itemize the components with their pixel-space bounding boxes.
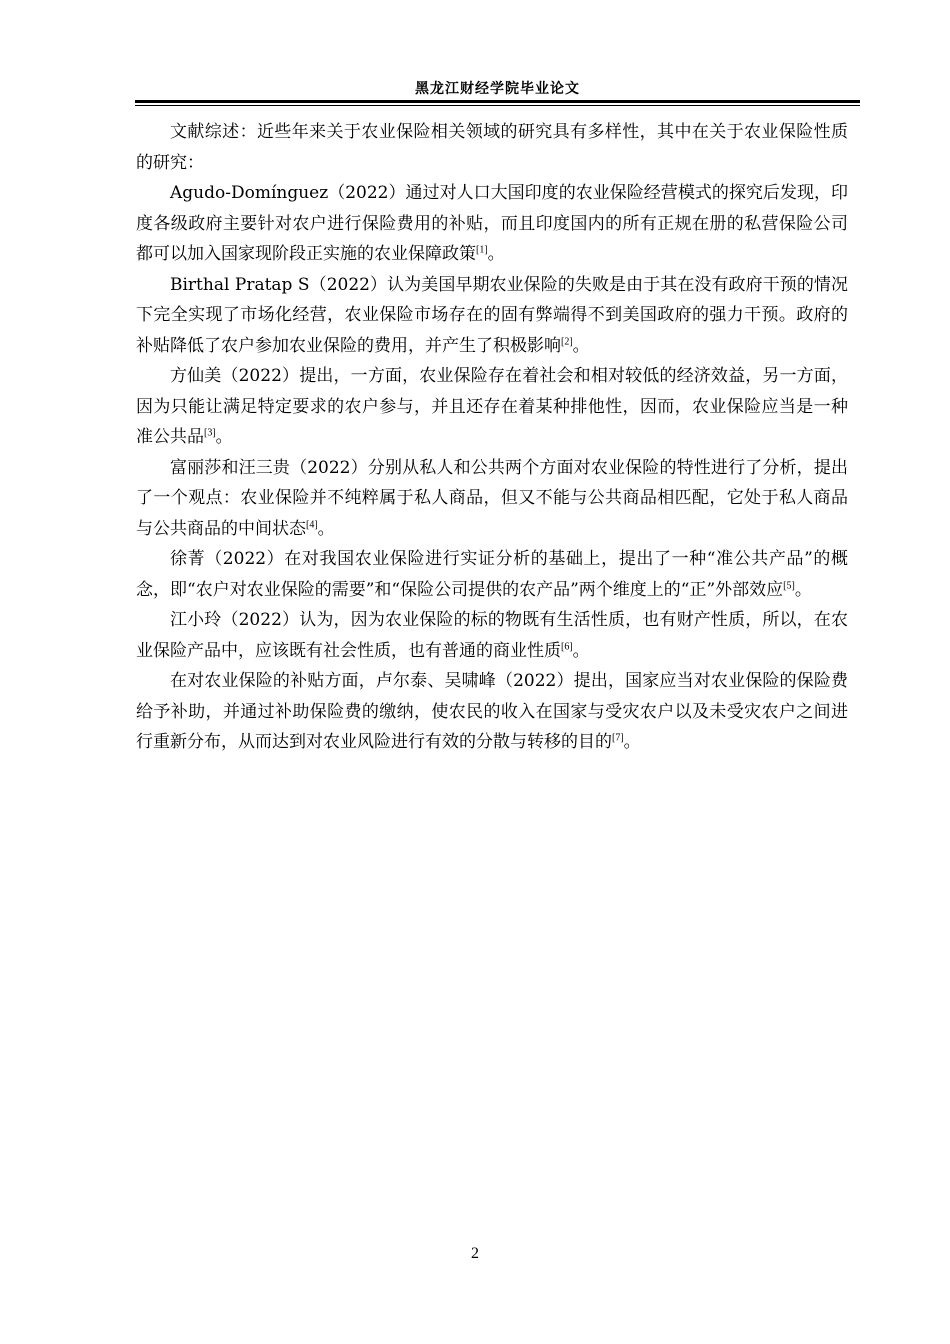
paragraph-text: Agudo-Domínguez（2022）通过对人口大国印度的农业保险经营模式的探究后发现，印度各级政府主要针对农户进行保险费用的补贴，而且印度国内的所有正规在册的私营保险公司都可以加入国家现阶段正实施的农业保障政策 xyxy=(136,183,848,264)
header-rule-thick xyxy=(135,100,860,103)
paragraph-end: 。 xyxy=(487,244,505,264)
citation-marker: [6] xyxy=(561,640,573,652)
paragraph-xu xyxy=(136,544,848,605)
paragraph-end: 。 xyxy=(572,640,590,661)
citation-marker: [3] xyxy=(204,427,216,439)
paragraph-subsidy xyxy=(136,666,848,758)
page-number: 2 xyxy=(471,1245,479,1262)
paragraph-end: 。 xyxy=(794,579,812,600)
body-content xyxy=(136,117,848,758)
citation-marker: [5] xyxy=(783,579,795,591)
citation-marker: [2] xyxy=(561,335,573,347)
citation-marker: [7] xyxy=(612,732,624,744)
document-header-title: 黑龙江财经学院毕业论文 xyxy=(415,81,580,97)
paragraph-agudo xyxy=(136,178,848,270)
paragraph-fu-wang xyxy=(136,453,848,545)
paragraph-fang xyxy=(136,361,848,453)
paragraph-text: 在对农业保险的补贴方面，卢尔泰、吴啸峰（2022）提出，国家应当对农业保险的保险费给予补助，并通过补助保险费的缴纳，使农民的收入在国家与受灾农户以及未受灾农户之间进行重新分布，从而达到对农业风险进行有效的分散与转移的目的 xyxy=(136,671,848,752)
paragraph-text: Birthal Pratap S（2022）认为美国早期农业保险的失败是由于其在没有政府干预的情况下完全实现了市场化经营，农业保险市场存在的固有弊端得不到美国政府的强力干预。政府的补贴降低了农户参加农业保险的费用，并产生了积极影响 xyxy=(136,274,848,356)
paragraph-intro xyxy=(136,117,848,178)
paragraph-text: 徐菁（2022）在对我国农业保险进行实证分析的基础上，提出了一种“准公共产品”的概念，即“农户对农业保险的需要”和“保险公司提供的农产品”两个维度上的“正”外部效应 xyxy=(136,549,848,600)
header-rule-thin xyxy=(135,105,860,106)
paragraph-text: 江小玲（2022）认为，因为农业保险的标的物既有生活性质，也有财产性质，所以，在农业保险产品中，应该既有社会性质，也有普通的商业性质 xyxy=(136,610,848,661)
paragraph-text: 方仙美（2022）提出，一方面，农业保险存在着社会和相对较低的经济效益，另一方面，因为只能让满足特定要求的农户参与，并且还存在着某种排他性，因而，农业保险应当是一种准公共品 xyxy=(136,366,848,447)
paragraph-jiang xyxy=(136,605,848,666)
paragraph-end: 。 xyxy=(215,427,233,447)
paragraph-end: 。 xyxy=(317,518,335,539)
paragraph-text: 富丽莎和汪三贵（2022）分别从私人和公共两个方面对农业保险的特性进行了分析，提出了一个观点：农业保险并不纯粹属于私人商品，但又不能与公共商品相匹配，它处于私人商品与公共商品的中间状态 xyxy=(136,457,848,539)
citation-marker: [4] xyxy=(306,518,318,530)
paragraph-end: 。 xyxy=(623,732,641,752)
citation-marker: [1] xyxy=(476,244,488,256)
paragraph-end: 。 xyxy=(572,335,590,356)
paragraph-text: 文献综述：近些年来关于农业保险相关领域的研究具有多样性，其中在关于农业保险性质的研究： xyxy=(136,122,848,173)
paragraph-birthal xyxy=(136,270,848,362)
